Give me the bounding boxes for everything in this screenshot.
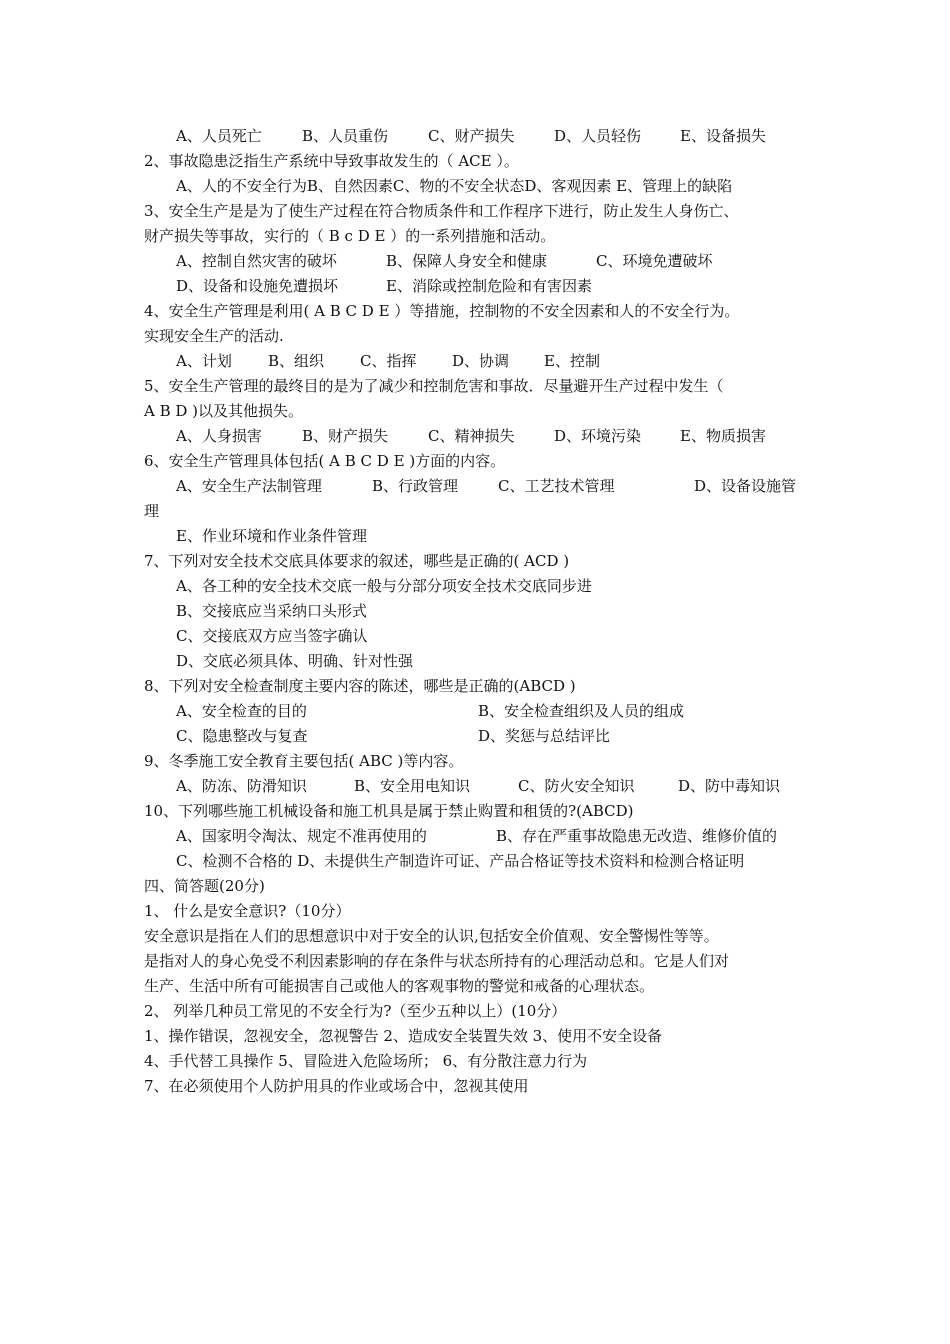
q4-option-e: E、控制 [544,352,600,370]
q3-stem-line-1: 3、安全生产是是为了使生产过程在符合物质条件和工作程序下进行，防止发生人身伤亡、 [144,202,739,220]
q9-option-a: A、防冻、防滑知识 [176,777,307,795]
q5-option-b: B、财产损失 [302,427,389,445]
q6-option-c: C、工艺技术管理 [498,477,615,495]
q10-option-a: A、国家明令淘汰、规定不准再使用的 [176,827,427,845]
q7-option-c: C、交接底双方应当签字确认 [176,627,368,645]
q9-stem: 9、冬季施工安全教育主要包括( ABC )等内容。 [144,752,464,770]
q2-stem: 2、事故隐患泛指生产系统中导致事故发生的（ ACE ）。 [144,152,519,170]
q2-options: A、人的不安全行为B、自然因素C、物的不安全状态D、客观因素 E、管理上的缺陷 [176,177,733,195]
short-question-2: 2、 列举几种员工常见的不安全行为?（至少五种以上）(10分） [144,1002,567,1020]
answer-2-line-3: 7、在必须使用个人防护用具的作业或场合中，忽视其使用 [144,1077,529,1095]
q1-option-c: C、财产损失 [428,127,515,145]
q5-stem-line-2: A B D )以及其他损失。 [144,402,304,420]
q5-option-e: E、物质损害 [680,427,766,445]
q10-options-row-2: C、检测不合格的 D、未提供生产制造许可证、产品合格证等技术资料和检测合格证明 [176,852,745,870]
q9-option-b: B、安全用电知识 [354,777,471,795]
short-question-1: 1、 什么是安全意识?（10分） [144,902,351,920]
q6-stem: 6、安全生产管理具体包括( A B C D E )方面的内容。 [144,452,506,470]
q4-stem-line-2: 实现安全生产的活动. [144,327,284,345]
q8-stem: 8、下列对安全检查制度主要内容的陈述，哪些是正确的(ABCD ) [144,677,576,695]
q6-option-d-wrap: 理 [144,502,160,520]
q7-option-d: D、交底必须具体、明确、针对性强 [176,652,414,670]
answer-1-line-2: 是指对人的身心免受不利因素影响的存在条件与状态所持有的心理活动总和。它是人们对 [144,952,730,970]
q10-stem: 10、下列哪些施工机械设备和施工机具是属于禁止购置和租赁的?(ABCD) [144,802,634,820]
q8-option-c: C、隐患整改与复查 [176,727,308,745]
q8-option-a: A、安全检查的目的 [176,702,307,720]
q4-option-c: C、指挥 [360,352,417,370]
q6-option-e: E、作业环境和作业条件管理 [176,527,367,545]
q3-option-b: B、保障人身安全和健康 [386,252,548,270]
answer-2-line-2: 4、手代替工具操作 5、冒险进入危险场所； 6、有分散注意力行为 [144,1052,588,1070]
q1-option-b: B、人员重伤 [302,127,389,145]
q4-option-a: A、计划 [176,352,232,370]
q4-option-d: D、协调 [452,352,510,370]
q9-option-d: D、防中毒知识 [678,777,781,795]
section-heading: 四、简答题(20分) [144,877,265,895]
q5-option-a: A、人身损害 [176,427,262,445]
answer-1-line-3: 生产、生活中所有可能损害自己或他人的客观事物的警觉和戒备的心理状态。 [144,977,655,995]
q6-option-a: A、安全生产法制管理 [176,477,322,495]
q6-option-b: B、行政管理 [372,477,459,495]
q5-option-c: C、精神损失 [428,427,515,445]
q8-option-b: B、安全检查组织及人员的组成 [478,702,685,720]
q4-option-b: B、组织 [268,352,325,370]
q7-option-a: A、各工种的安全技术交底一般与分部分项安全技术交底同步进 [176,577,592,595]
q6-option-d: D、设备设施管 [694,477,797,495]
q1-option-e: E、设备损失 [680,127,766,145]
q8-option-d: D、奖惩与总结评比 [478,727,611,745]
answer-2-line-1: 1、操作错误，忽视安全，忽视警告 2、造成安全装置失效 3、使用不安全设备 [144,1027,663,1045]
q10-option-b: B、存在严重事故隐患无改造、维修价值的 [496,827,778,845]
q7-stem: 7、下列对安全技术交底具体要求的叙述，哪些是正确的( ACD ) [144,552,570,570]
q3-option-a: A、控制自然灾害的破坏 [176,252,337,270]
q1-option-d: D、人员轻伤 [554,127,642,145]
q9-option-c: C、防火安全知识 [518,777,635,795]
q5-option-d: D、环境污染 [554,427,642,445]
answer-1-line-1: 安全意识是指在人们的思想意识中对于安全的认识,包括安全价值观、安全警惕性等等。 [144,927,719,945]
q3-option-c: C、环境免遭破坏 [596,252,713,270]
q1-option-a: A、人员死亡 [176,127,262,145]
q5-stem-line-1: 5、安全生产管理的最终目的是为了减少和控制危害和事故．尽量避开生产过程中发生（ [144,377,724,395]
q3-option-d: D、设备和设施免遭损坏 [176,277,339,295]
q4-stem-line-1: 4、安全生产管理是利用( A B C D E ）等措施，控制物的不安全因素和人的不安全行为。 [144,302,740,320]
q3-stem-line-2: 财产损失等事故，实行的（ B c D E ）的一系列措施和活动。 [144,227,556,245]
q3-option-e: E、消除或控制危险和有害因素 [386,277,592,295]
q7-option-b: B、交接底应当采纳口头形式 [176,602,368,620]
